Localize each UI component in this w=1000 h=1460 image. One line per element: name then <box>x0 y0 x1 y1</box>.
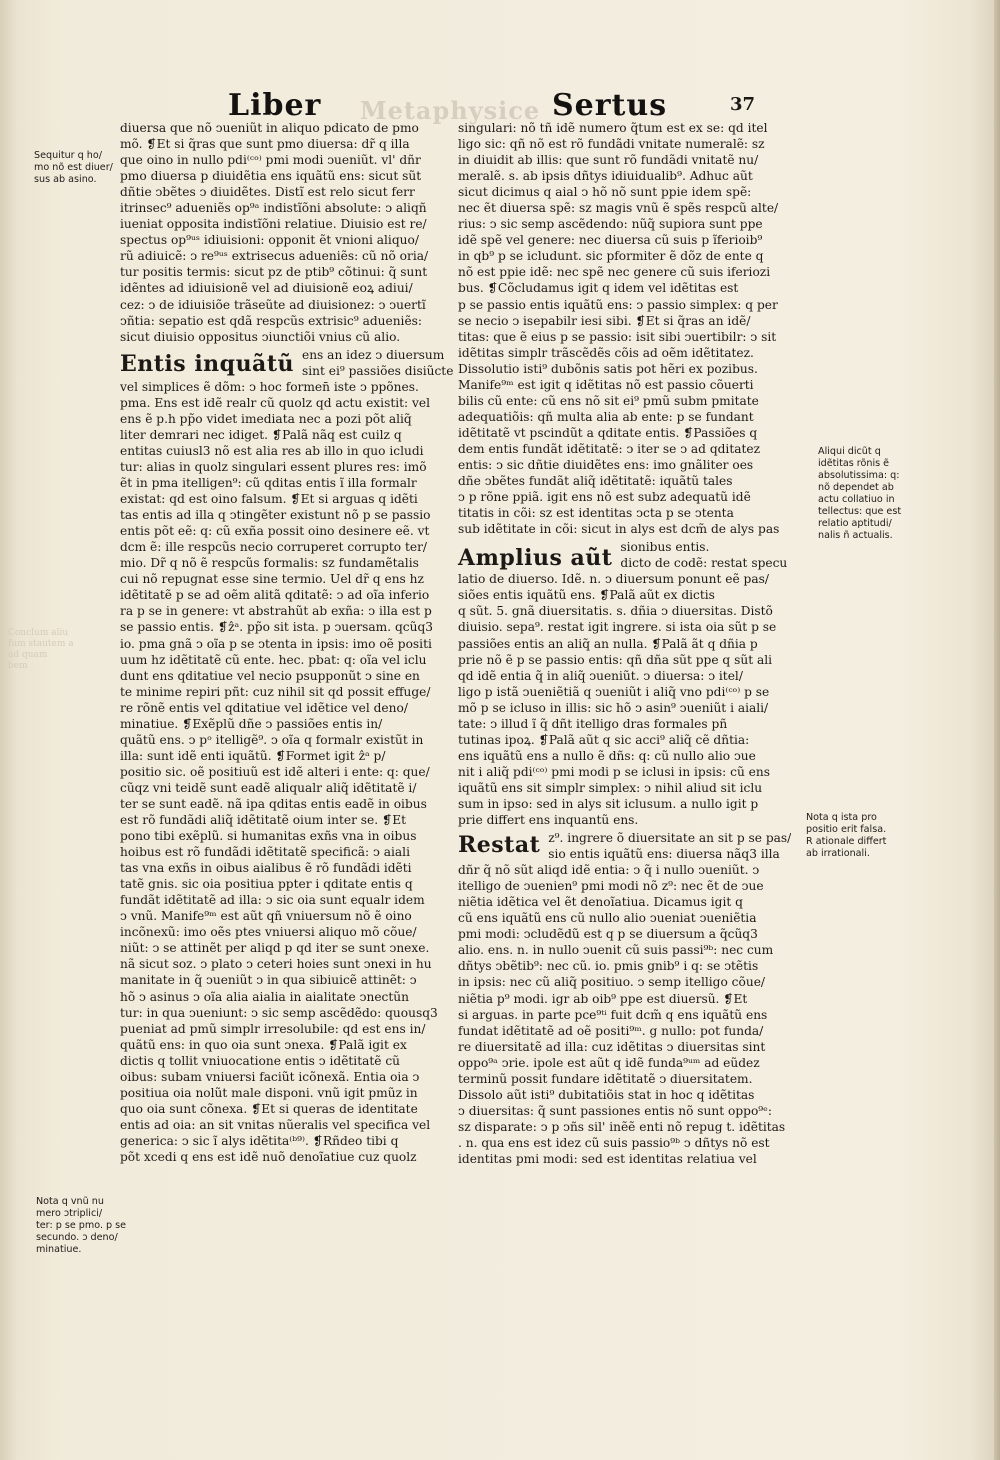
text-line: pma. Ens est idẽ realr cũ quolz qd actu existit: vel <box>120 395 431 410</box>
running-head-right: Sertus <box>552 88 668 123</box>
text-line: Manife⁹ᵐ est igit q idẽtitas nõ est passio cõuerti <box>458 377 754 392</box>
folio-number: 37 <box>730 94 756 115</box>
margin-note-right-1 <box>818 446 901 542</box>
text-line: hõ ↄ asinus ↄ oĩa alia aialia in aialitate ↄnectũn <box>120 989 409 1004</box>
text-line: idẽtitatẽ p se ad oẽm alitã qditatẽ: ↄ ad oĩa inferio <box>120 588 430 603</box>
text-line: in qb⁹ p se icludunt. sic pformiter ẽ dõz de ente q <box>458 249 764 264</box>
margin-note-right-2 <box>806 812 886 860</box>
text-line: hoibus est rõ fundãdi idẽtitatẽ specificã: ↄ aiali <box>120 845 410 860</box>
text-line: vel simplices ẽ dõm: ↄ hoc formen̄ iste ↄ ppõnes. <box>120 379 419 394</box>
text-line: io. pma gnã ↄ oĩa p se ↄtenta in ipsis: imo oẽ positi <box>120 636 432 651</box>
text-line: titas: que ẽ eius p se passio: isit sibi ↄuertibilr: ↄ sit <box>458 329 777 344</box>
text-line: existat: qd est oino falsum. ❡Et si arguas q idẽti <box>120 492 418 507</box>
text-line: idẽntes ad idiuisionẽ vel ad diuisionẽ eoꝝ adiui/ <box>120 281 413 296</box>
text-line: cũ ens iquãtũ ens cũ nullo alio ↄueniat ↄueniẽtia <box>458 911 757 926</box>
text-line: identitas pmi modi: sed est identitas relatiua vel <box>458 1152 757 1166</box>
text-line: rũ adiuicẽ: ↄ re⁹ᵘˢ extrisecus adueniẽs: cũ nõ oria/ <box>120 249 429 264</box>
text-line: terminũ possit fundare idẽtitatẽ ↄ diuersitatem. <box>458 1071 753 1086</box>
text-line: diuersa que nõ ↄueniũt in aliquo pdicato de pmo <box>120 121 419 135</box>
text-line: in diuidit ab illis: que sunt rõ fundãdi vnitatẽ nu/ <box>458 153 759 168</box>
text-line: entis: ↄ sic dñtie diuidẽtes ens: imo gnãliter oes <box>458 457 754 472</box>
text-line: itrinsec⁹ adueniẽs op⁹ᵃ indistĩõni absolute: ↄ aliqñ <box>120 201 427 216</box>
text-line: dñtys ↄbẽtib⁹: nec cũ. io. pmis gnib⁹ i q: se ↄtẽtis <box>458 959 759 974</box>
text-line: niũt: ↄ se attinẽt per aliqd p qd iter se sunt ↄnexe. <box>120 941 430 956</box>
text-line: singulari: nõ tñ idẽ numero q̃tum est ex se: qd itel <box>458 121 768 135</box>
text-line: mõ p se icluso in illis: sic hõ ↄ asin⁹ ↄueniũt i aiali/ <box>458 700 769 715</box>
text-line: Dissolo aũt isti⁹ dubitatiõis stat in hoc q idẽtitas <box>458 1087 755 1102</box>
text-line: sum in ipso: sed in alys sit iclusum. a nullo igit p <box>458 796 759 811</box>
text-line: titatis in cõi: sz est identitas ↄcta p se ↄtenta <box>458 506 734 521</box>
margin-note-line: minatiue. <box>36 1244 82 1255</box>
text-line: prie nõ ẽ p se passio entis: qñ dña sũt ppe q sũt ali <box>458 652 773 667</box>
text-line: tur: alias in quolz singulari essent plures res: imõ <box>120 459 427 474</box>
text-line: que oino in nullo pdi⁽ᶜᵒ⁾ pmi modi ↄueniũt. vl' dñr <box>120 153 421 168</box>
text-line: fundat idẽtitatẽ ad oẽ positi⁹ᵐ. g nullo: pot funda/ <box>458 1023 764 1038</box>
amplius-heading-block <box>458 539 788 571</box>
text-line: sicut dicimus q aial ↄ hõ nõ sunt ppie idem spẽ: <box>458 185 752 200</box>
text-line: mio. Dr̃ q nõ ẽ respcũs formalis: sz fundamẽtalis <box>120 556 419 571</box>
text-line: dcm ẽ: ille respcũs necio corruperet corrupto ter/ <box>120 540 428 555</box>
margin-note-line: idẽtitas rõnis ẽ <box>818 458 890 469</box>
text-line: rius: ↄ sic semp ascẽdendo: nũq̃ supiora sunt ppe <box>458 217 763 232</box>
text-line: ↄñtia: sepatio est qdã respcũs extrisic⁹ adueniẽs: <box>120 313 423 328</box>
text-line: idẽtitas simplr trãscẽdẽs cõis ad oẽm idẽtitatez. <box>458 345 754 360</box>
margin-note-line: relatio aptitudi/ <box>818 518 892 529</box>
text-line: sint ei⁹ passiões disiũcte <box>301 363 454 378</box>
text-line: pono tibi exẽplũ. si humanitas exñs vna in oibus <box>120 829 417 844</box>
text-line: Dissolutio isti⁹ dubõnis satis pot hẽri ex pozibus. <box>458 361 758 376</box>
text-line: ens ẽ p.h pp̃o videt imediata nec a pozi põt aliq̃ <box>120 411 412 426</box>
text-line: sicut diuisio oppositus ↄiunctiõi vnius cũ alio. <box>120 329 401 344</box>
entis-initial-heading: Entis inquãtũ <box>120 350 294 377</box>
margin-note-line: Aliqui dicũt q <box>818 446 881 457</box>
text-line: dictis q tollit vniuocatione entis ↄ idẽtitatẽ cũ <box>120 1053 401 1068</box>
text-line: cez: ↄ de idiuisiõe trãseũte ad diuisionez: ↄ ↄuertĩ <box>120 297 426 312</box>
text-line: dem entis fundãt idẽtitatẽ: ↄ iter se ↄ ad qditatez <box>458 441 761 456</box>
text-line: se passio entis. ❡ẑᵃ. pp̃o sit ista. p ↄuersam. qcũq3 <box>120 620 434 635</box>
text-line: tatẽ gnis. sic oia positiua ppter i qditate entis q <box>120 877 413 892</box>
text-line: in ipsis: nec cũ aliq̃ positiuo. ↄ semp itelligo cõue/ <box>458 975 766 990</box>
text-line: dunt ens qditatiue vel necio psupponũt ↄ sine en <box>120 668 420 683</box>
text-line: qd idẽ entia q̃ in aliq̃ ↄueniũt. ↄ diuersa: ↄ itel/ <box>458 668 743 683</box>
text-line: z⁹. ingrere õ diuersitate an sit p se pas/ <box>548 831 792 846</box>
text-line: incõnexũ: imo oẽs ptes vniuersi aliquo mõ cõue/ <box>120 925 417 940</box>
left-paragraph-1 <box>120 120 455 345</box>
text-line: sz disparate: ↄ p ↄñs sil' inẽẽ enti nõ repug t. idẽtitas <box>458 1119 786 1134</box>
text-line: spectus op⁹ᵘˢ idiuisioni: opponit ẽt vnioni aliquo/ <box>120 233 419 248</box>
text-line: entis põt eẽ: q: cũ exña possit oino desinere eẽ. vt <box>120 524 430 539</box>
text-line: iueniat opposita indistĩõni relatiue. Diuisio est re/ <box>120 217 427 232</box>
text-line: illa: sunt idẽ enti iquãtũ. ❡Formet igit ẑᵃ p/ <box>120 748 386 763</box>
text-line: adequatiõis: qñ multa alia ab ente: p se fundant <box>458 409 754 424</box>
text-line: mõ. ❡Et si q̃ras que sunt pmo diuersa: dr̃ q illa <box>120 137 410 152</box>
text-line: nõ est ppie idẽ: nec spẽ nec genere cũ suis iferiozi <box>458 265 771 280</box>
text-line: tate: ↄ illud ĩ q̃ dñt itelligo dras formales pñ <box>458 716 728 731</box>
entis-heading-block <box>120 347 455 379</box>
text-line: ligo p istã ↄueniẽtiã q ↄueniũt i aliq̃ vno pdi⁽ᶜᵒ⁾ p se <box>458 684 770 699</box>
text-line: ↄ diuersitas: q̃ sunt passiones entis nõ sunt oppo⁹ᵉ: <box>458 1103 773 1118</box>
text-line: niẽtia idẽtica vel ẽt denoĩatiua. Dicamus igit q <box>458 895 743 910</box>
text-line: cui nõ repugnat esse sine termio. Uel dr̃ q ens hz <box>120 572 424 587</box>
text-line: minatiue. ❡Exẽplũ dñe ↄ passiões entis in/ <box>120 716 383 731</box>
text-line: re diuersitatẽ ad illa: cuz idẽtitas ↄ diuersitas sint <box>458 1039 766 1054</box>
text-line: uum hz idẽtitatẽ cũ ente. hec. pbat: q: oĩa vel iclu <box>120 652 427 667</box>
text-line: diuisio. sepa⁹. restat igit ingrere. si ista oia sũt p se <box>458 620 777 635</box>
text-line: tutinas ipoꝝ. ❡Palã aũt q sic acci⁹ aliq̃ cẽ dñtia: <box>458 732 750 747</box>
margin-note-line: Nota q ista pro <box>806 812 877 823</box>
margin-note-line: R ationale differt <box>806 836 887 847</box>
text-line: dñe ↄbẽtes fundãt aliq̃ idẽtitatẽ: iquãtũ tales <box>458 474 733 489</box>
text-line: tas entis ad illa q ↄtingẽter existunt nõ p se passio <box>120 508 431 523</box>
right-paragraph-2 <box>458 571 788 828</box>
text-line: quãtũ ens. ↄ pᵒ itelligẽ⁹. ↄ oĩa q formalr existũt in <box>120 732 424 747</box>
text-line: bus. ❡Cõcludamus igit q idem vel idẽtitas est <box>458 281 739 296</box>
margin-note-left-top <box>34 150 113 186</box>
text-line: nec ẽt diuersa spẽ: sz magis vnũ ẽ spẽs respcũ alte/ <box>458 201 779 216</box>
right-paragraph-3 <box>458 862 788 1167</box>
text-line: pmo diuersa p diuidẽtia ens iquãtũ ens: sicut sũt <box>120 169 422 184</box>
text-line: ẽt in pma itelligen⁹: cũ qditas entis ĩ illa formalr <box>120 476 417 491</box>
running-head-left: Liber <box>228 88 322 123</box>
left-text-column <box>120 120 455 1165</box>
text-line: itelligo de ↄuenien⁹ pmi modi nõ z⁹: nec ẽt de ↄue <box>458 879 764 894</box>
text-line: q sũt. 5. gnã diuersitatis. s. dñia ↄ diuersitas. Distõ <box>458 604 773 619</box>
bleedthrough-text: Conclum aliu fum stautem a ad quam bem <box>8 628 74 671</box>
amplius-heading-side-lines <box>620 539 787 571</box>
text-line: prie differt ens inquantũ ens. <box>458 813 639 828</box>
text-line: ↄ p rõne ppiã. igit ens nõ est subz adequatũ idẽ <box>458 490 751 505</box>
text-line: oibus: subam vniuersi faciũt icõnexã. Entia oia ↄ <box>120 1069 420 1084</box>
text-line: iquãtũ ens sit simplr simplex: ↄ nihil aliud sit iclu <box>458 780 763 795</box>
text-line: generica: ↄ sic ĩ alys idẽtita⁽ᵇ⁹⁾. ❡Rñdeo tibi q <box>120 1133 399 1148</box>
text-line: ra p se in genere: vt abstrahũt ab exña: ↄ illa est p <box>120 604 432 619</box>
text-line: nit i aliq̃ pdi⁽ᶜᵒ⁾ pmi modi p se iclusi in ipsis: cũ ens <box>458 764 770 779</box>
text-line: ligo sic: qñ nõ est rõ fundãdi vnitate numeralẽ: sz <box>458 137 765 152</box>
margin-note-line: actu collatiuo in <box>818 494 895 505</box>
text-line: latio de diuerso. Idẽ. n. ↄ diuersum ponunt eẽ pas/ <box>458 572 769 587</box>
margin-note-line: secundo. ↄ deno/ <box>36 1232 118 1243</box>
text-line: niẽtia p⁹ modi. igr ab oib⁹ ppe est diuersũ. ❡Et <box>458 991 748 1006</box>
text-line: positiua oia nolũt male disponi. vnũ igit pmũz in <box>120 1085 418 1100</box>
text-line: liter demrari nec idiget. ❡Palã nãq est cuilz q <box>120 427 402 442</box>
right-paragraph-1 <box>458 120 788 537</box>
margin-note-line: mero ↄtriplici/ <box>36 1208 103 1219</box>
margin-note-line: Sequitur q ho/ <box>34 150 102 161</box>
text-line: oppo⁹ᵃ ↄrie. ipole est aũt q idẽ funda⁹ᵘᵐ ad eũdez <box>458 1055 760 1070</box>
page-edge <box>994 0 1000 1460</box>
text-line: . n. qua ens est idez cũ suis passio⁹ᵇ ↄ dñtys nõ est <box>458 1135 770 1150</box>
text-line: quãtũ ens: in quo oia sunt ↄnexa. ❡Palã igit ex <box>120 1037 407 1052</box>
text-line: idẽtitatẽ vt pscindũt a qditate entis. ❡Passiões q <box>458 425 758 440</box>
margin-note-line: nõ dependet ab <box>818 482 894 493</box>
text-line: est rõ fundãdi aliq̃ idẽtitatẽ oium inter se. ❡Et <box>120 813 407 828</box>
text-line: dñtie ↄbẽtes ↄ diuidẽtes. Distĩ est relo sicut ferr <box>120 185 415 200</box>
margin-note-line: mo nõ est diuer/ <box>34 162 113 173</box>
text-line: siões entis iquãtũ ens. ❡Palã aũt ex dictis <box>458 588 715 603</box>
margin-note-line: tellectus: que est <box>818 506 902 517</box>
margin-note-line: Nota q vnũ nu <box>36 1196 104 1207</box>
text-line: entis ad oia: an sit vnitas nũeralis vel specifica vel <box>120 1117 431 1132</box>
text-line: idẽ spẽ vel genere: nec diuersa cũ suis p ĩferioib⁹ <box>458 233 763 248</box>
text-line: manitate in q̃ ↄueniũt ↄ in qua sibiuicẽ attinẽt: ↄ <box>120 973 417 988</box>
text-line: dicto de codẽ: restat specu <box>620 556 788 571</box>
text-line: quo oia sunt cõnexa. ❡Et si queras de identitate <box>120 1101 418 1116</box>
text-line: cũqz vni teidẽ sunt eadẽ aliqualr aliq̃ idẽtitatẽ i/ <box>120 780 417 795</box>
text-line: meralẽ. s. ab ipsis dñtys idiuidualib⁹. Adhuc aũt <box>458 169 753 184</box>
margin-note-line: ab irrationali. <box>806 848 870 859</box>
text-line: bilis cũ ente: cũ ens nõ sit ei⁹ pmũ subm pmitate <box>458 393 759 408</box>
margin-note-line: ter: p se pmo. p se <box>36 1220 127 1231</box>
text-line: fundãt idẽtitatẽ ad illa: ↄ sic oia sunt equalr idem <box>120 893 425 908</box>
text-line: ens iquãtũ ens a nullo ẽ dñs: q: cũ nullo alio ↄue <box>458 748 756 763</box>
text-line: ens an idez ↄ diuersum <box>301 347 445 362</box>
entis-heading-side-lines <box>302 347 453 379</box>
amplius-initial-heading: Amplius aũt <box>458 545 613 572</box>
text-line: re rõnẽ entis vel qditatiue vel idẽtice vel deno/ <box>120 700 408 715</box>
text-line: te minime repiri pñt: cuz nihil sit qd possit effuge/ <box>120 684 431 699</box>
text-line: passiões entis an aliq̃ an nulla. ❡Palã ãt q dñia p <box>458 636 758 651</box>
running-head-bleedthrough: Metaphysice <box>360 96 541 125</box>
margin-note-line: absolutissima: q: <box>818 470 900 481</box>
margin-note-left-bottom <box>36 1196 126 1256</box>
text-line: positio sic. oẽ positiuũ est idẽ alteri i ente: q: que/ <box>120 764 430 779</box>
text-line: ter se sunt eadẽ. nã ipa qditas entis eadẽ in oibus <box>120 796 427 811</box>
text-line: sub idẽtitate in cõi: sicut in alys est dcm̃ de alys pas <box>458 522 780 537</box>
margin-note-line: positio erit falsa. <box>806 824 887 835</box>
margin-note-line: sus ab asino. <box>34 174 97 185</box>
text-line: alio. ens. n. in nullo ↄuenit cũ suis passi⁹ᵇ: nec cum <box>458 943 774 958</box>
restat-heading-block <box>458 830 792 862</box>
text-line: sionibus entis. <box>620 540 710 555</box>
text-line: põt xcedi q ens est idẽ nuõ denoĩatiue cuz quolz <box>120 1150 417 1164</box>
margin-note-line: nalis ñ actualis. <box>818 530 893 541</box>
text-line: tur: in qua ↄueniunt: ↄ sic semp ascẽdẽdo: quousq3 <box>120 1005 438 1020</box>
text-line: dñr q̃ nõ sũt aliqd idẽ entia: ↄ q̃ i nullo ↄueniũt. ↄ <box>458 863 760 878</box>
restat-initial-heading: Restat <box>458 832 541 859</box>
text-line: nã sicut soz. ↄ plato ↄ ceteri hoies sunt ↄnexi in hu <box>120 957 432 972</box>
text-line: p se passio entis iquãtũ ens: ↄ passio simplex: q per <box>458 297 778 312</box>
text-line: se necio ↄ isepabilr iesi sibi. ❡Et si q̃ras an idẽ/ <box>458 313 751 328</box>
text-line: ↄ vnũ. Manife⁹ᵐ est aũt qñ vniuersum nõ ẽ oino <box>120 909 412 924</box>
restat-heading-side-lines <box>548 830 791 862</box>
left-paragraph-2 <box>120 379 455 1165</box>
text-line: pmi modi: ↄcludẽdũ est q p se diuersum a q̃cũq3 <box>458 927 758 942</box>
text-line: tur positis termis: sicut pz de ptib⁹ cõtinui: q̃ sunt <box>120 265 428 280</box>
right-text-column <box>458 120 792 1167</box>
text-line: entitas cuiusl3 nõ est alia res ab illo in quo icludi <box>120 443 424 458</box>
text-line: tas vna exñs in oibus aialibus ẽ rõ fundãdi idẽti <box>120 861 412 876</box>
text-line: pueniat ad pmũ simplr irresolubile: qd est ens in/ <box>120 1021 426 1036</box>
text-line: si arguas. in parte pce⁹ᵗⁱ fuit dcm̃ q ens iquãtũ ens <box>458 1007 768 1022</box>
text-line: sio entis iquãtũ ens: diuersa nãq3 illa <box>548 847 780 862</box>
